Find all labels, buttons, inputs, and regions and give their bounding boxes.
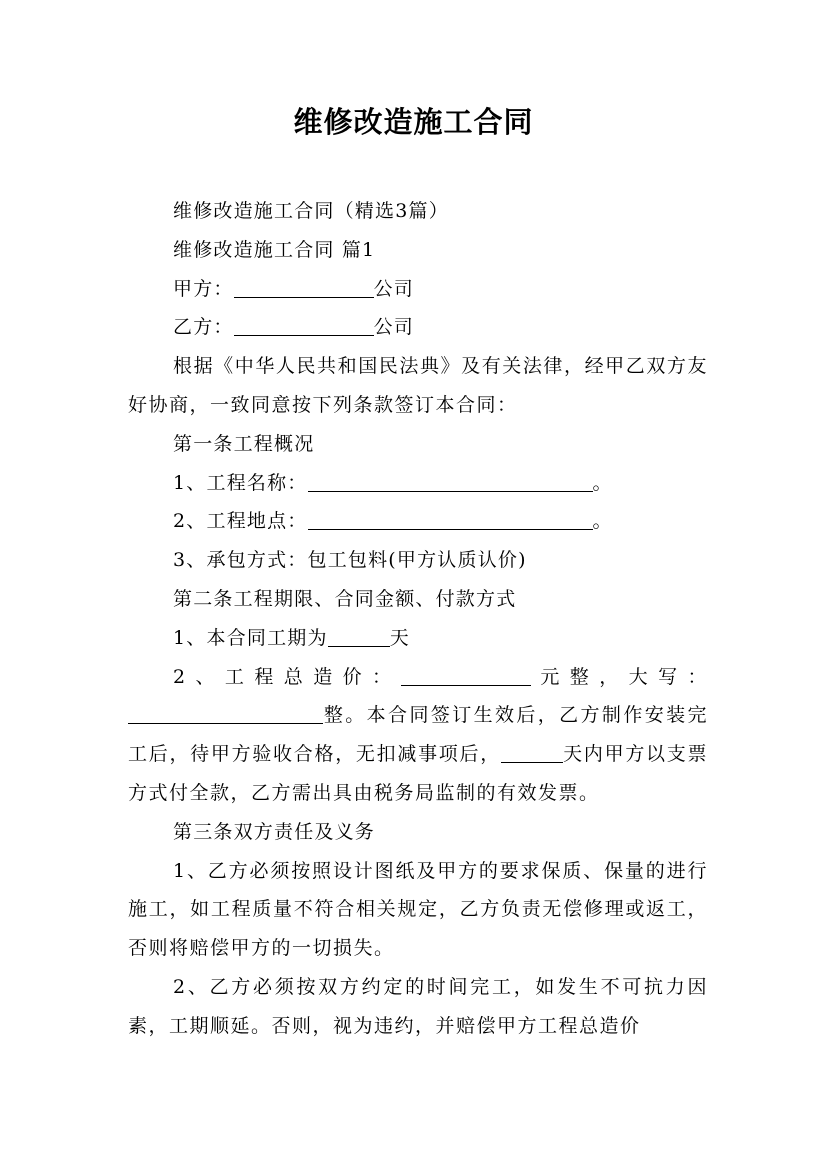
duration-suffix: 天	[389, 626, 410, 649]
paragraph-duration	[128, 619, 708, 658]
paragraph-total-price	[128, 658, 708, 813]
duration-blank	[328, 626, 390, 647]
project-location-label: 2、工程地点：	[173, 510, 308, 533]
duration-label: 1、本合同工期为	[173, 626, 328, 649]
party-b-blank	[234, 315, 374, 336]
paragraph-party-a	[128, 270, 708, 309]
project-location-suffix: 。	[592, 510, 613, 533]
paragraph-contract-method: 3、承包方式：包工包料(甲方认质认价)	[173, 549, 527, 572]
paragraph-duty-1: 1、乙方必须按照设计图纸及甲方的要求保质、保量的进行施工，如工程质量不符合相关规定，乙方负责无偿修理或返工，否则将赔偿甲方的一切损失。	[128, 859, 708, 960]
project-name-suffix: 。	[592, 471, 613, 494]
total-price-capital-label: 元整，大写：	[531, 665, 708, 688]
paragraph-project-name	[128, 464, 708, 503]
paragraph-preamble: 根据《中华人民共和国民法典》及有关法律，经甲乙双方友好协商，一致同意按下列条款签订本合同：	[128, 355, 708, 416]
party-b-label: 乙方：	[173, 316, 234, 339]
paragraph-article-2: 第二条工程期限、合同金额、付款方式	[173, 587, 517, 610]
paragraph-article-1: 第一条工程概况	[173, 432, 315, 455]
party-a-label: 甲方：	[173, 277, 234, 300]
paragraph-heading: 维修改造施工合同（精选3篇）	[173, 200, 449, 222]
total-price-blank	[401, 665, 531, 686]
party-a-suffix: 公司	[373, 277, 415, 300]
party-b-suffix: 公司	[373, 316, 415, 339]
document-title: 维修改造施工合同	[293, 105, 534, 139]
total-price-label: 2、工程总造价：	[173, 665, 402, 688]
total-price-terms: 整。本合同签订生效后，乙方制作安装完工后，待甲方验收合格，无扣减事项后，	[128, 704, 708, 766]
paragraph-party-b	[128, 308, 708, 347]
project-location-blank	[308, 509, 593, 530]
paragraph-duty-2: 2、乙方必须按双方约定的时间完工，如发生不可抗力因素，工期顺延。否则，视为违约，并赔偿甲方工程总造价	[128, 975, 708, 1037]
paragraph-article-3: 第三条双方责任及义务	[173, 820, 376, 843]
project-name-label: 1、工程名称：	[173, 471, 308, 494]
document-body	[128, 192, 708, 1046]
paragraph-section-title: 维修改造施工合同 篇1	[173, 238, 376, 261]
project-name-blank	[308, 471, 593, 492]
total-price-capital-blank	[128, 703, 323, 724]
payment-terms: 天内甲方以支票方式付全款，乙方需出具由税务局监制的有效发票。	[128, 743, 708, 804]
party-a-blank	[234, 277, 374, 298]
paragraph-project-location	[128, 502, 708, 541]
payment-days-blank	[501, 742, 563, 763]
